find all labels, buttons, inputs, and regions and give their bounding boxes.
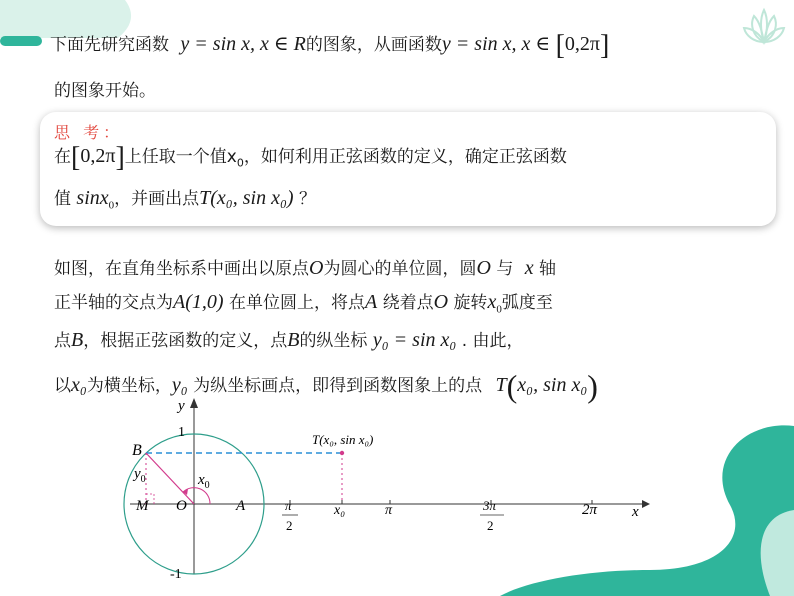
body-text-12: 的纵坐标 — [299, 331, 368, 351]
think-text-6: ？ — [298, 189, 316, 209]
point-A-coords: A(1,0) — [173, 291, 224, 313]
label-one: 1 — [178, 425, 185, 440]
think-text-3: ，如何利用正弦函数的定义，确定正弦函数 — [243, 147, 567, 167]
think-line-1: 在[0,2π]上任取一个值$x_0$，如何利用正弦函数的定义，确定正弦函数 — [54, 142, 567, 173]
label-two-pi: 2π — [582, 502, 598, 518]
body-text-11: ，根据正弦函数的定义，点 — [83, 331, 288, 351]
body-text-3: 与 — [496, 259, 514, 279]
point-T-ref: T — [495, 374, 507, 396]
think-close-bracket: ] — [115, 142, 125, 173]
label-pi-half-num: π — [285, 498, 292, 513]
intro-text-1: 下面先研究函数 — [50, 35, 169, 55]
label-neg-one: -1 — [170, 567, 182, 582]
intro-line-2: 的图象开始。 — [54, 81, 156, 101]
body-line-3 — [54, 326, 524, 352]
x-axis-ref: x — [524, 257, 534, 279]
unit-circle-diagram — [120, 396, 660, 586]
label-M: M — [136, 498, 149, 514]
point-A-ref: A — [364, 291, 378, 313]
circle-O-label: O — [476, 257, 491, 279]
body-text-7: 绕着点 — [382, 293, 434, 313]
open-paren: ( — [506, 368, 518, 404]
think-line-2: 值 sinx$_0$，并画出点T(x₀, sin x₀) ？ — [54, 187, 316, 212]
label-x0-tick: x₀ — [334, 503, 346, 518]
intro-function-2: y = sin x, x ∈ — [441, 33, 551, 55]
think-text-2: 上任取一个值x — [124, 147, 237, 167]
think-box — [40, 112, 776, 226]
body-text-9: 弧度至 — [501, 293, 553, 313]
body-text-5: 正半轴的交点为 — [54, 293, 173, 313]
think-open-bracket: [ — [71, 142, 81, 173]
intro-line-1 — [50, 30, 609, 62]
intro-interval: 0,2π — [564, 33, 601, 55]
label-three-pi-half-den: 2 — [487, 518, 494, 533]
point-T — [340, 451, 344, 455]
angle-x0-ref: x — [487, 291, 497, 313]
point-B-ref: B — [71, 329, 84, 351]
think-point: T(x₀, sin x₀) — [199, 187, 294, 209]
think-text-1: 在 — [54, 147, 71, 167]
body-text-13: . 由此， — [461, 331, 524, 351]
intro-text-2: 的图象，从画函数 — [305, 35, 442, 55]
body-line-2: 正半轴的交点为A(1,0) 在单位圆上，将点A 绕着点O 旋转$x_0$弧度至 — [54, 291, 553, 316]
x0-ref: x₀ — [71, 374, 87, 396]
body-text-8: 旋转 — [453, 293, 488, 313]
y-axis-arrow-icon — [190, 398, 198, 408]
label-T-point: T(x₀, sin x₀) — [312, 432, 374, 447]
point-T-coords: x₀, sin x₀ — [517, 374, 588, 396]
x-axis-arrow-icon — [642, 500, 650, 508]
label-x0-angle: $x_0$ — [198, 472, 210, 491]
label-y0: $y_0$ — [134, 466, 146, 485]
body-text-14: 以 — [54, 376, 71, 396]
label-B: B — [132, 442, 142, 459]
y0-ref: y₀ — [171, 374, 188, 396]
point-O-ref: O — [433, 291, 449, 313]
think-text-5: ，并画出点 — [114, 189, 200, 209]
intro-function: y = sin x, x ∈ R — [180, 33, 306, 55]
body-text-15: 为横坐标， — [86, 376, 172, 396]
body-text-6: 在单位圆上，将点 — [228, 293, 365, 313]
interval-open-bracket: [ — [555, 30, 565, 61]
teal-accent-bar — [0, 36, 46, 48]
label-pi-half-den: 2 — [286, 518, 293, 533]
interval-close-bracket: ] — [600, 30, 610, 61]
think-interval: 0,2π — [80, 145, 116, 167]
label-O: O — [176, 498, 187, 514]
lotus-logo-icon — [742, 6, 786, 48]
think-title: 思 考： — [54, 123, 124, 142]
body-text-2: 为圆心的单位圆，圆 — [323, 259, 477, 279]
close-paren: ) — [587, 368, 598, 404]
body-text-1: 如图，在直角坐标系中画出以原点 — [54, 259, 309, 279]
think-text-4: 值 — [54, 189, 71, 209]
body-text-4: 轴 — [539, 259, 557, 279]
label-three-pi-half-num: 3π — [483, 498, 497, 513]
label-A: A — [236, 498, 246, 514]
label-pi: π — [385, 503, 393, 518]
body-text-10: 点 — [54, 331, 71, 351]
point-O-label: O — [309, 257, 324, 279]
body-line-1 — [54, 254, 556, 280]
think-sin-x0: sinx — [76, 187, 109, 209]
point-B-ref-2: B — [287, 329, 300, 351]
body-text-16: 为纵坐标画点，即得到函数图象上的点 — [193, 376, 483, 396]
y-axis-label: y — [178, 398, 185, 414]
radius-OB — [146, 453, 194, 504]
y0-equation: y₀ = sin x₀ — [372, 329, 457, 351]
x-axis-label: x — [632, 504, 639, 520]
